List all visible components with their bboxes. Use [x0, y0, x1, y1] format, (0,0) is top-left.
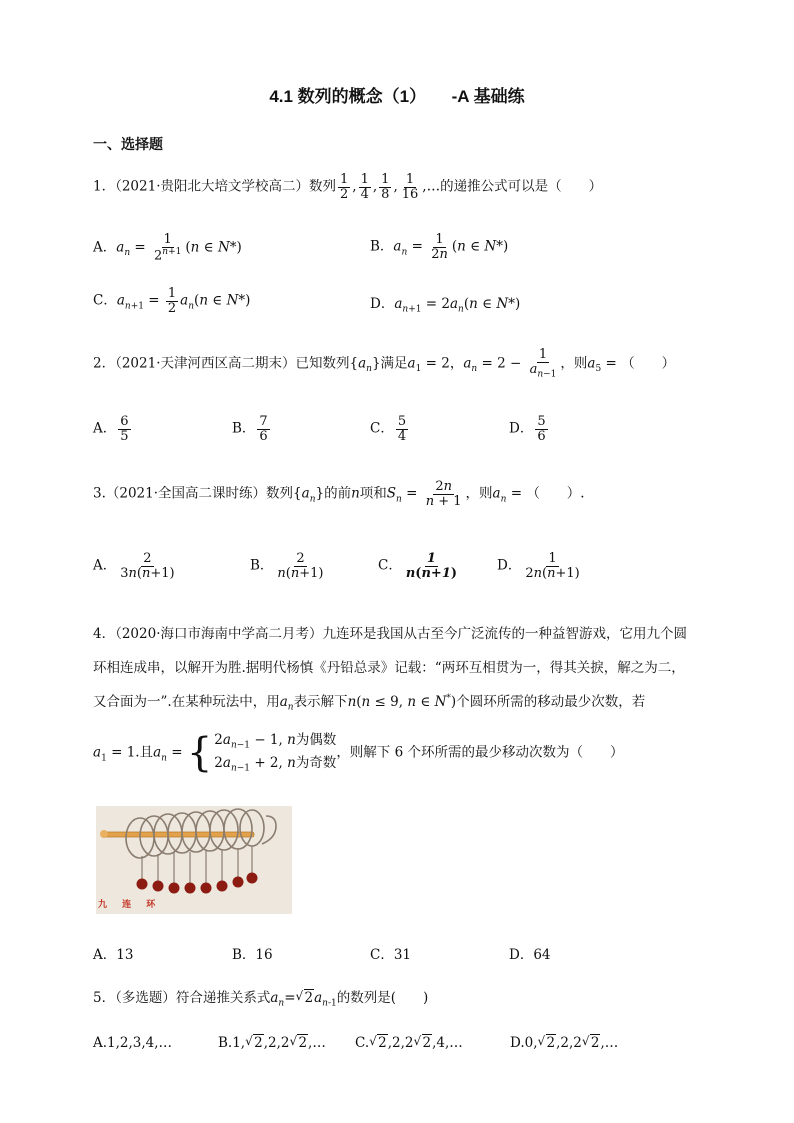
question-5-option-d[interactable]: D.0,√ 2,2,2√ 2,…: [510, 1035, 618, 1051]
section-heading: 一、选择题: [93, 136, 163, 152]
question-4-option-c[interactable]: C．31: [370, 947, 412, 963]
question-4-line-1: 4．（2020·海口市海南中学高二月考）九连环是我国从古至今广泛流传的一种益智游戏，它用九个圆: [93, 626, 687, 642]
question-2-option-c[interactable]: C． $\frac{5}{4}$: [370, 414, 407, 444]
question-3-option-a[interactable]: A． $\frac{2}{3n(n+1)}$: [93, 551, 175, 581]
question-5-option-a[interactable]: A.1,2,3,4,…: [93, 1035, 173, 1051]
image-caption: 九 连 环: [98, 900, 162, 910]
question-4-option-d[interactable]: D．64: [509, 947, 551, 963]
question-4-option-b[interactable]: B．16: [232, 947, 273, 963]
question-2-stem: 2．（2021·天津河西区高二期末）已知数列$\{a_n\}$满足$a_1 = 2$，$a_n = 2$ − $\frac{1}{a_{n-1}}$ ，则$a_5$ = （ ）: [93, 347, 676, 380]
question-4-line-4: $a_1 = 1$.且$a_n$ = { $2a_{n-1} - 1$, n为偶数 $2a_{n-1} + 2$, n为奇数 ，则解下 6 个环所需的最少移动次数为（ ）: [93, 730, 624, 777]
question-1-option-b[interactable]: B．$a_n$ = $\frac{1}{2n}$ (n ∈ N*): [370, 232, 509, 262]
question-1-option-a[interactable]: A．$a_n$ = $\frac{1}{2^{n+1}}$ (n ∈ N*): [93, 232, 242, 263]
question-3-option-b[interactable]: B． $\frac{2}{n(n+1)}$: [250, 551, 324, 581]
question-5-option-c[interactable]: C.√ 2,2,2√ 2,4,…: [355, 1035, 463, 1051]
question-4-line-2: 环相连成串，以解开为胜.据明代杨慎《丹铅总录》记载：“两环互相贯为一，得其关捩，解之为二，: [93, 660, 685, 676]
page-title: 4.1 数列的概念（1） -A 基础练: [269, 87, 525, 106]
question-2-option-d[interactable]: D． $\frac{5}{6}$: [509, 414, 546, 444]
question-5-stem: 5．（多选题）符合递推关系式$a_n=√$ $2a_{n-1}$的数列是( ): [93, 988, 428, 1011]
question-4-option-a[interactable]: A．13: [93, 947, 134, 963]
nine-linked-rings-image: [96, 806, 292, 914]
question-3-option-c[interactable]: C． $\frac{1}{n(n+1)}$: [378, 551, 458, 581]
question-4-line-3: 又合面为一”.在某种玩法中，用$a_n$表示解下n(n ≤ 9, n ∈ N*)个圆环所需的移动最少次数，若: [93, 693, 646, 713]
question-2-option-b[interactable]: B． $\frac{7}{6}$: [232, 414, 268, 444]
question-5-option-b[interactable]: B.1,√ 2,2,2√ 2,…: [218, 1035, 326, 1051]
question-1-option-c[interactable]: C．$a_{n+1}$ = $\frac{1}{2}$ $a_n(n$ ∈ N*): [93, 286, 251, 316]
question-1-stem: 1．（2021·贵阳北大培文学校高二）数列 $\frac{1}{2}$ , $\frac{1}{4}$ , $\frac{1}{8}$ , $\frac{1}{16}$ ,…的递推公式可以是（ ）: [93, 172, 603, 202]
question-3-stem: 3.（2021·全国高二课时练）数列$\{a_n\}$的前n项和$S_n$ = $\frac{2n}{n + 1}$ ，则$a_n$ = （ ）.: [93, 479, 585, 509]
question-3-option-d[interactable]: D． $\frac{1}{2n(n+1)}$: [497, 551, 580, 581]
question-2-option-a[interactable]: A． $\frac{6}{5}$: [93, 414, 129, 444]
question-1-option-d[interactable]: D．$a_{n+1} = 2a_n(n$ ∈ N*): [370, 296, 521, 315]
